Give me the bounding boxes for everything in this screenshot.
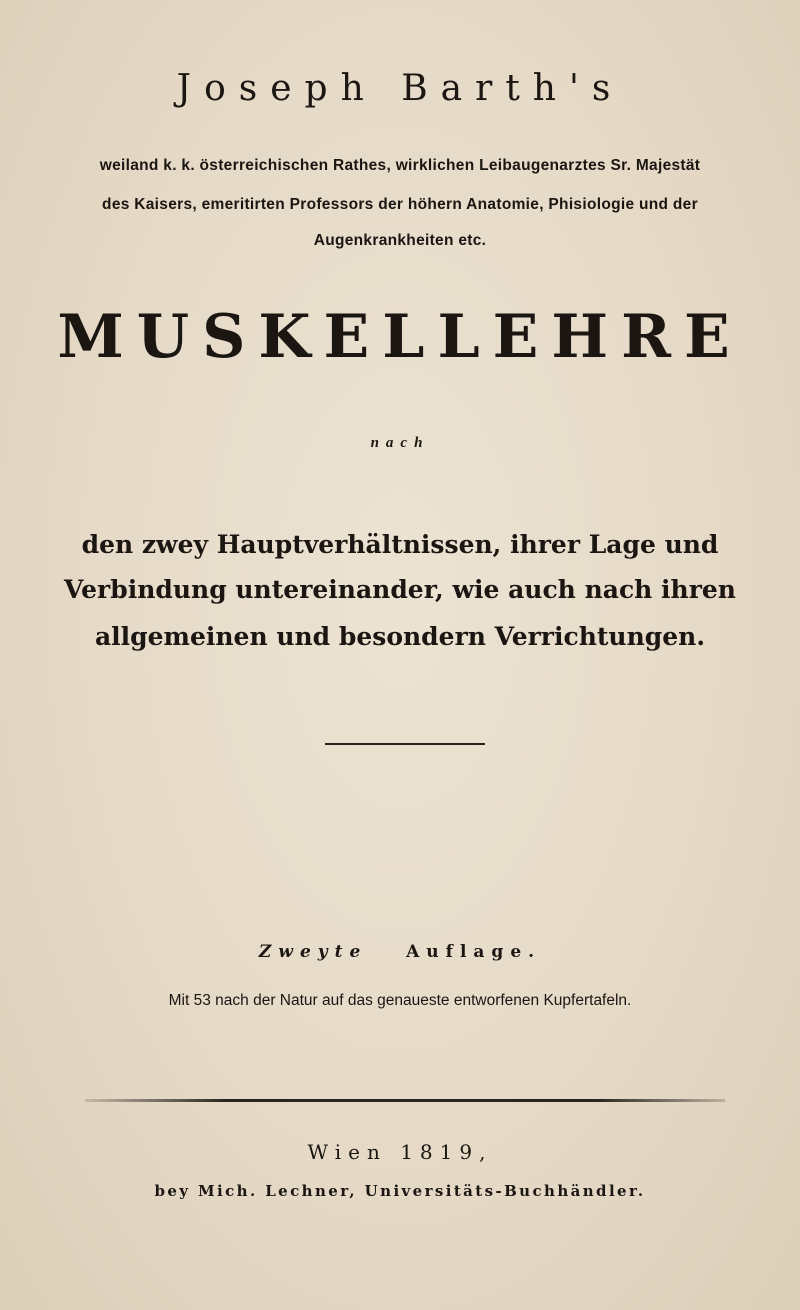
imprint-place-year: Wien 1819, — [307, 1140, 493, 1164]
connector-word: nach — [370, 435, 430, 451]
divider-rule-short — [325, 743, 485, 745]
book-title: MUSKELLEHRE — [57, 302, 743, 372]
author-titles-line-2: des Kaisers, emeritirten Professors der höhern Anatomie, Phisiologie und der — [102, 196, 698, 213]
divider-rule-long — [85, 1099, 725, 1102]
author-name: Joseph Barth's — [176, 68, 624, 109]
subtitle-line-1: den zwey Hauptverhältnissen, ihrer Lage und — [81, 530, 719, 559]
subtitle-line-3: allgemeinen und besondern Verrichtungen. — [94, 622, 706, 651]
author-titles-line-1: weiland k. k. österreichischen Rathes, wirklichen Leibaugenarztes Sr. Majestät — [99, 157, 701, 174]
subtitle-line-2: Verbindung untereinander, wie auch nach ihren — [64, 575, 736, 604]
plates-note: Mit 53 nach der Natur auf das genaueste entworfenen Kupfertafeln. — [168, 992, 632, 1009]
edition-statement — [0, 942, 800, 962]
edition-word: Auflage. — [406, 942, 542, 962]
edition-ordinal: Zweyte — [258, 942, 368, 962]
author-titles-line-3: Augenkrankheiten etc. — [313, 232, 487, 249]
imprint-publisher: bey Mich. Lechner, Universitäts-Buchhändler. — [154, 1182, 646, 1200]
